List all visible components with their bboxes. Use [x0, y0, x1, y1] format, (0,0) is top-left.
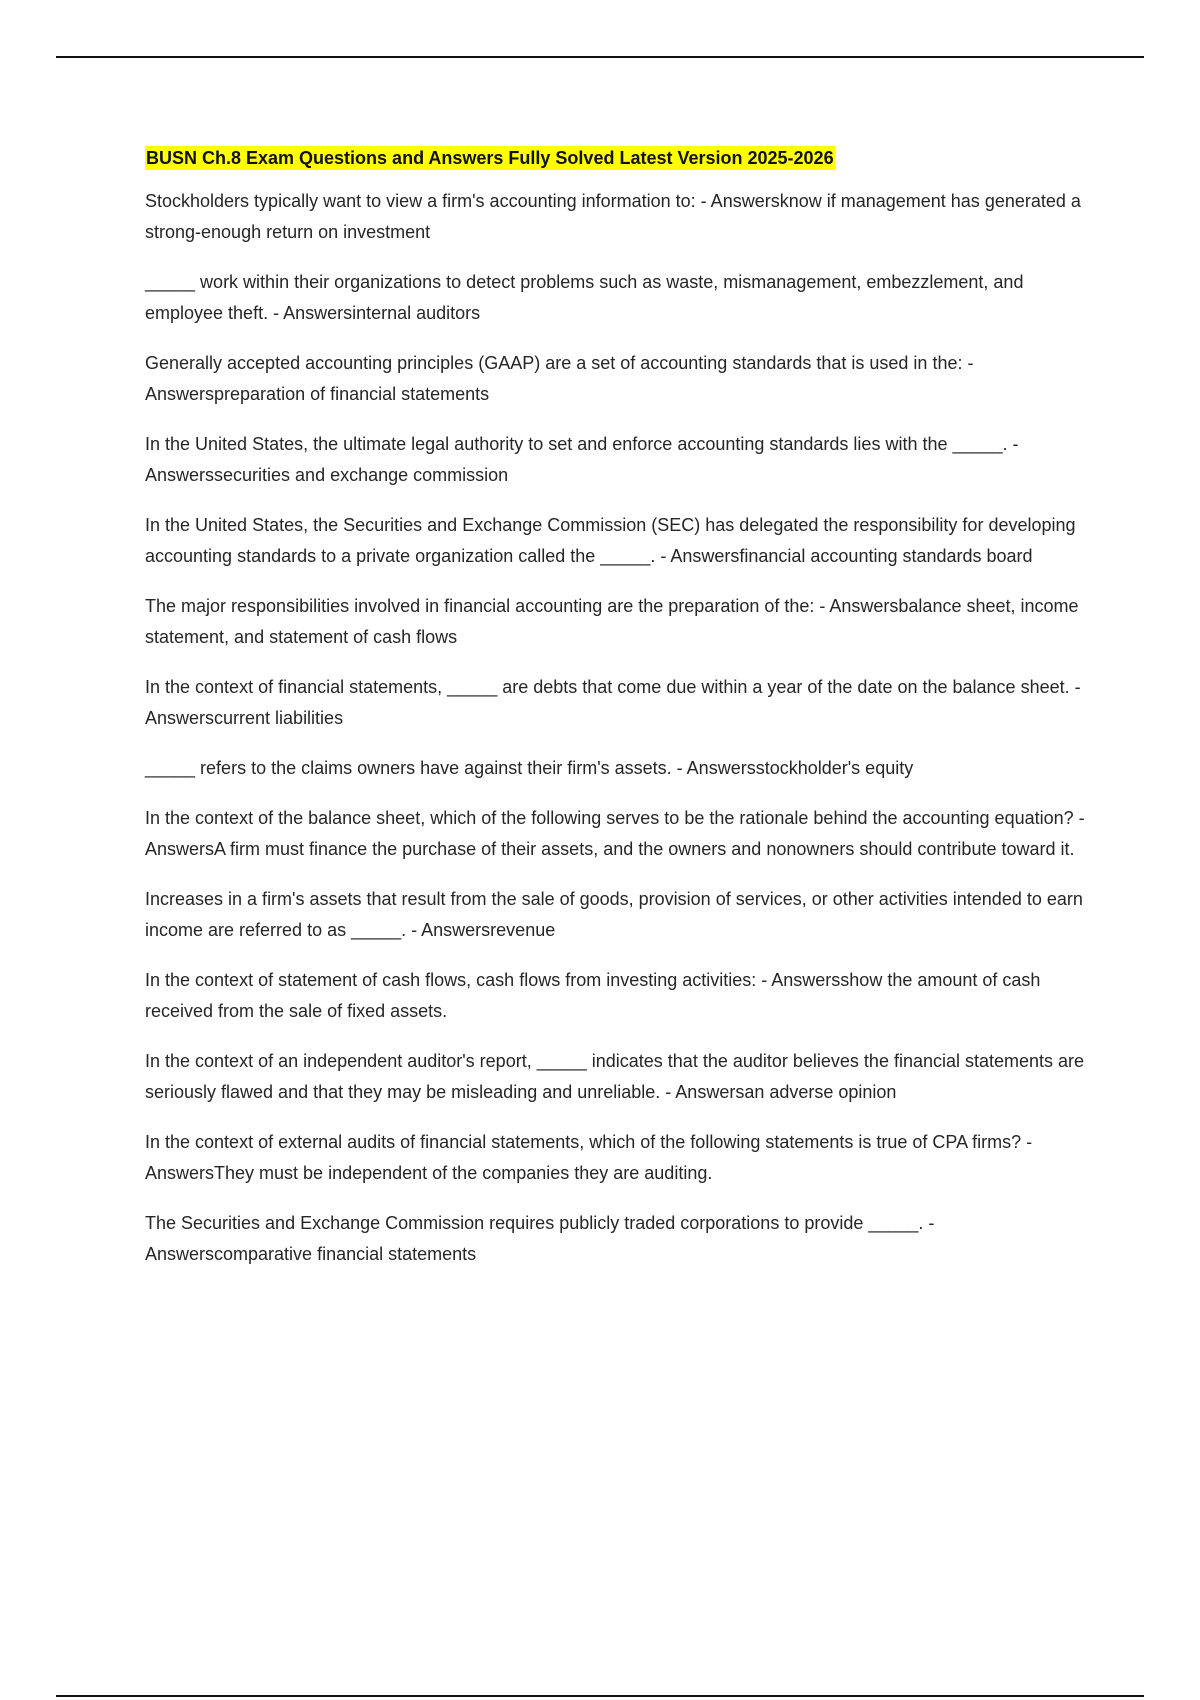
qa-item: _____ work within their organizations to detect problems such as waste, mismanagement, embezzlement, and employee theft. - Answersinternal auditors	[145, 272, 1024, 323]
qa-item: In the context of an independent auditor's report, _____ indicates that the auditor believes the financial statements are seriously flawed and that they may be misleading and unreliable. - Answersan adverse opinion	[145, 1051, 1085, 1102]
qa-item: _____ refers to the claims owners have against their firm's assets. - Answersstockholder's equity	[145, 758, 914, 778]
qa-item: Generally accepted accounting principles (GAAP) are a set of accounting standards that is used in the: - Answerspreparation of financial statements	[145, 353, 974, 404]
header-rule	[56, 56, 1144, 58]
document-title: BUSN Ch.8 Exam Questions and Answers Fully Solved Latest Version 2025-2026	[146, 148, 834, 168]
qa-item: In the context of financial statements, _____ are debts that come due within a year of the date on the balance sheet. - Answerscurrent liabilities	[145, 677, 1081, 728]
document-body	[145, 146, 1090, 1289]
qa-item: Increases in a firm's assets that result from the sale of goods, provision of services, or other activities intended to earn income are referred to as _____. - Answersrevenue	[145, 889, 1083, 940]
qa-list	[145, 186, 1090, 1270]
qa-item: Stockholders typically want to view a firm's accounting information to: - Answersknow if management has generated a strong-enough return on investment	[145, 191, 1081, 242]
qa-item: In the United States, the ultimate legal authority to set and enforce accounting standards lies with the _____. - Answerssecurities and exchange commission	[145, 434, 1019, 485]
qa-item: In the context of the balance sheet, which of the following serves to be the rationale behind the accounting equation? - AnswersA firm must finance the purchase of their assets, and the owners and nonowners should contribute toward it.	[145, 808, 1085, 859]
qa-item: In the context of statement of cash flows, cash flows from investing activities: - Answersshow the amount of cash received from the sale of fixed assets.	[145, 970, 1041, 1021]
footer-rule	[56, 1695, 1144, 1697]
qa-item: The major responsibilities involved in financial accounting are the preparation of the: - Answersbalance sheet, income statement, and statement of cash flows	[145, 596, 1079, 647]
qa-item: In the context of external audits of financial statements, which of the following statements is true of CPA firms? - AnswersThey must be independent of the companies they are auditing.	[145, 1132, 1033, 1183]
qa-item: The Securities and Exchange Commission requires publicly traded corporations to provide _____. - Answerscomparative financial statements	[145, 1213, 935, 1264]
qa-item: In the United States, the Securities and Exchange Commission (SEC) has delegated the responsibility for developing accounting standards to a private organization called the _____. - Answersfinancial accounting standards board	[145, 515, 1076, 566]
